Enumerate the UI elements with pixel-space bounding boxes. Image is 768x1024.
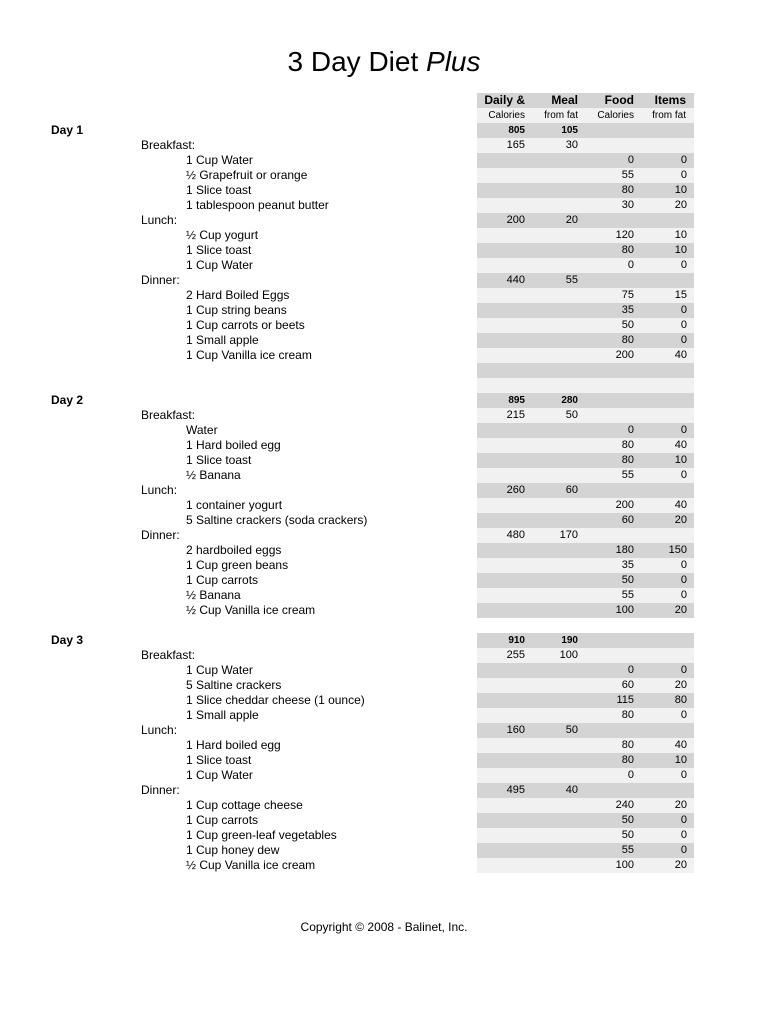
meal-fat-cell: 55 (565, 274, 578, 286)
item-label: 5 Saltine crackers (soda crackers) (186, 513, 368, 527)
copyright-text: Copyright © 2008 - Balinet, Inc. (300, 920, 468, 934)
food-calories-cell: 50 (621, 814, 634, 826)
food-calories-cell: 0 (627, 259, 634, 271)
item-fat-cell: 150 (668, 544, 687, 556)
food-calories-cell: 0 (627, 769, 634, 781)
daily-calories-cell: 200 (506, 214, 525, 226)
food-calories-cell: 50 (621, 319, 634, 331)
item-fat-cell: 10 (674, 754, 687, 766)
food-calories-cell: 115 (616, 694, 634, 706)
header-items: Items (654, 93, 686, 107)
item-fat-cell: 20 (674, 859, 687, 871)
header-food: Food (604, 93, 634, 107)
day-label: Day 1 (51, 123, 84, 137)
food-calories-cell: 60 (621, 514, 634, 526)
food-calories-cell: 60 (621, 679, 634, 691)
item-fat-cell: 10 (674, 454, 687, 466)
food-calories-cell: 80 (621, 709, 634, 721)
item-label: 1 Cup carrots or beets (186, 318, 305, 332)
item-label: 1 Cup carrots (186, 813, 259, 827)
item-fat-cell: 0 (680, 709, 687, 721)
header-row-bottom (477, 108, 694, 123)
item-label: 1 Small apple (186, 333, 259, 347)
item-fat-cell: 15 (674, 289, 687, 301)
meal-label: Dinner: (141, 273, 180, 287)
title-italic: Plus (426, 46, 481, 77)
food-calories-cell: 180 (615, 544, 634, 556)
food-calories-cell: 30 (621, 199, 634, 211)
daily-calories-cell: 440 (506, 274, 525, 286)
item-label: ½ Grapefruit or orange (186, 168, 308, 182)
food-calories-cell: 55 (621, 469, 634, 481)
item-fat-cell: 40 (674, 439, 687, 451)
item-fat-cell: 0 (680, 304, 687, 316)
item-fat-cell: 0 (680, 259, 687, 271)
daily-calories-cell: 805 (508, 125, 525, 136)
item-label: 1 Hard boiled egg (186, 438, 281, 452)
food-calories-cell: 80 (621, 244, 634, 256)
meal-fat-cell: 40 (565, 784, 578, 796)
meal-fat-cell: 105 (561, 125, 578, 136)
meal-fat-cell: 30 (565, 139, 578, 151)
meal-fat-cell: 50 (565, 724, 578, 736)
food-calories-cell: 75 (621, 289, 634, 301)
item-label: 1 Cup carrots (186, 573, 259, 587)
item-fat-cell: 20 (674, 799, 687, 811)
item-label: 1 Cup Water (186, 258, 253, 272)
daily-calories-cell: 895 (508, 395, 525, 406)
header-row-top (477, 93, 694, 108)
meal-label: Lunch: (141, 213, 178, 227)
food-calories-cell: 80 (621, 184, 634, 196)
meal-fat-cell: 20 (565, 214, 578, 226)
food-calories-cell: 55 (621, 589, 634, 601)
meal-label: Breakfast: (141, 138, 196, 152)
food-calories-cell: 240 (615, 799, 634, 811)
item-label: 5 Saltine crackers (186, 678, 282, 692)
item-label: 1 tablespoon peanut butter (186, 198, 329, 212)
item-label: ½ Cup Vanilla ice cream (186, 603, 316, 617)
food-calories-cell: 35 (621, 304, 634, 316)
item-fat-cell: 0 (680, 424, 687, 436)
daily-calories-cell: 495 (506, 784, 525, 796)
daily-calories-cell: 160 (506, 724, 525, 736)
item-fat-cell: 40 (674, 349, 687, 361)
food-calories-cell: 80 (621, 454, 634, 466)
food-calories-cell: 80 (621, 754, 634, 766)
meal-fat-cell: 100 (559, 649, 578, 661)
item-fat-cell: 0 (680, 844, 687, 856)
item-fat-cell: 10 (674, 229, 687, 241)
row-background (477, 363, 694, 378)
subheader-from-fat: from fat (544, 110, 578, 121)
item-label: 1 Cup honey dew (186, 843, 280, 857)
item-label: ½ Banana (186, 468, 241, 482)
item-label: 1 Slice toast (186, 243, 252, 257)
food-calories-cell: 200 (615, 499, 634, 511)
item-fat-cell: 0 (680, 169, 687, 181)
food-calories-cell: 0 (627, 424, 634, 436)
item-fat-cell: 40 (674, 739, 687, 751)
daily-calories-cell: 215 (506, 409, 525, 421)
item-label: 1 Cup green-leaf vegetables (186, 828, 337, 842)
item-fat-cell: 0 (680, 559, 687, 571)
food-calories-cell: 55 (621, 844, 634, 856)
food-calories-cell: 80 (621, 739, 634, 751)
row-background (477, 378, 694, 393)
subheader-items-from-fat: from fat (652, 110, 686, 121)
item-fat-cell: 20 (674, 679, 687, 691)
item-fat-cell: 20 (674, 199, 687, 211)
item-fat-cell: 0 (680, 574, 687, 586)
day-label: Day 2 (51, 393, 84, 407)
food-calories-cell: 120 (615, 229, 634, 241)
daily-calories-cell: 260 (506, 484, 525, 496)
item-fat-cell: 20 (674, 514, 687, 526)
item-fat-cell: 0 (680, 769, 687, 781)
item-fat-cell: 20 (674, 604, 687, 616)
item-label: 1 Slice toast (186, 753, 252, 767)
meal-label: Breakfast: (141, 408, 196, 422)
item-fat-cell: 0 (680, 829, 687, 841)
item-label: Water (186, 423, 218, 437)
item-label: 1 Hard boiled egg (186, 738, 281, 752)
subheader-food-calories: Calories (597, 110, 634, 121)
item-label: 1 Slice toast (186, 183, 252, 197)
day-label: Day 3 (51, 633, 84, 647)
meal-fat-cell: 170 (559, 529, 578, 541)
item-label: 1 Slice toast (186, 453, 252, 467)
meal-fat-cell: 190 (561, 635, 578, 646)
item-label: 2 hardboiled eggs (186, 543, 282, 557)
item-fat-cell: 0 (680, 319, 687, 331)
daily-calories-cell: 255 (506, 649, 525, 661)
food-calories-cell: 50 (621, 829, 634, 841)
item-label: 1 Slice cheddar cheese (1 ounce) (186, 693, 365, 707)
item-fat-cell: 10 (674, 184, 687, 196)
item-label: 1 Cup Water (186, 153, 253, 167)
food-calories-cell: 55 (621, 169, 634, 181)
header-meal: Meal (551, 93, 578, 107)
food-calories-cell: 0 (627, 154, 634, 166)
item-label: ½ Cup yogurt (186, 228, 259, 242)
meal-fat-cell: 280 (561, 395, 578, 406)
item-fat-cell: 40 (674, 499, 687, 511)
item-label: 1 container yogurt (186, 498, 283, 512)
item-fat-cell: 0 (680, 469, 687, 481)
meal-fat-cell: 50 (565, 409, 578, 421)
food-calories-cell: 80 (621, 439, 634, 451)
item-fat-cell: 0 (680, 334, 687, 346)
item-label: 1 Cup cottage cheese (186, 798, 303, 812)
meal-label: Breakfast: (141, 648, 196, 662)
food-calories-cell: 0 (627, 664, 634, 676)
food-calories-cell: 100 (615, 859, 634, 871)
item-label: ½ Cup Vanilla ice cream (186, 858, 316, 872)
food-calories-cell: 100 (615, 604, 634, 616)
daily-calories-cell: 910 (508, 635, 525, 646)
subheader-calories: Calories (488, 110, 525, 121)
daily-calories-cell: 165 (506, 139, 525, 151)
meal-label: Dinner: (141, 528, 180, 542)
food-calories-cell: 50 (621, 574, 634, 586)
food-calories-cell: 80 (621, 334, 634, 346)
daily-calories-cell: 480 (506, 529, 525, 541)
meal-label: Dinner: (141, 783, 180, 797)
item-label: 1 Cup Water (186, 768, 253, 782)
meal-fat-cell: 60 (565, 484, 578, 496)
food-calories-cell: 35 (621, 559, 634, 571)
item-label: 1 Cup Vanilla ice cream (186, 348, 312, 362)
header-daily: Daily & (484, 93, 525, 107)
item-label: 2 Hard Boiled Eggs (186, 288, 290, 302)
item-fat-cell: 0 (680, 154, 687, 166)
item-label: 1 Cup Water (186, 663, 253, 677)
meal-label: Lunch: (141, 723, 178, 737)
item-fat-cell: 0 (680, 589, 687, 601)
item-fat-cell: 0 (680, 664, 687, 676)
item-fat-cell: 80 (674, 694, 687, 706)
item-label: 1 Cup green beans (186, 558, 289, 572)
meal-label: Lunch: (141, 483, 178, 497)
item-label: 1 Small apple (186, 708, 259, 722)
item-fat-cell: 0 (680, 814, 687, 826)
item-label: ½ Banana (186, 588, 241, 602)
food-calories-cell: 200 (615, 349, 634, 361)
item-fat-cell: 10 (674, 244, 687, 256)
title-main: 3 Day Diet (287, 46, 427, 77)
item-label: 1 Cup string beans (186, 303, 287, 317)
